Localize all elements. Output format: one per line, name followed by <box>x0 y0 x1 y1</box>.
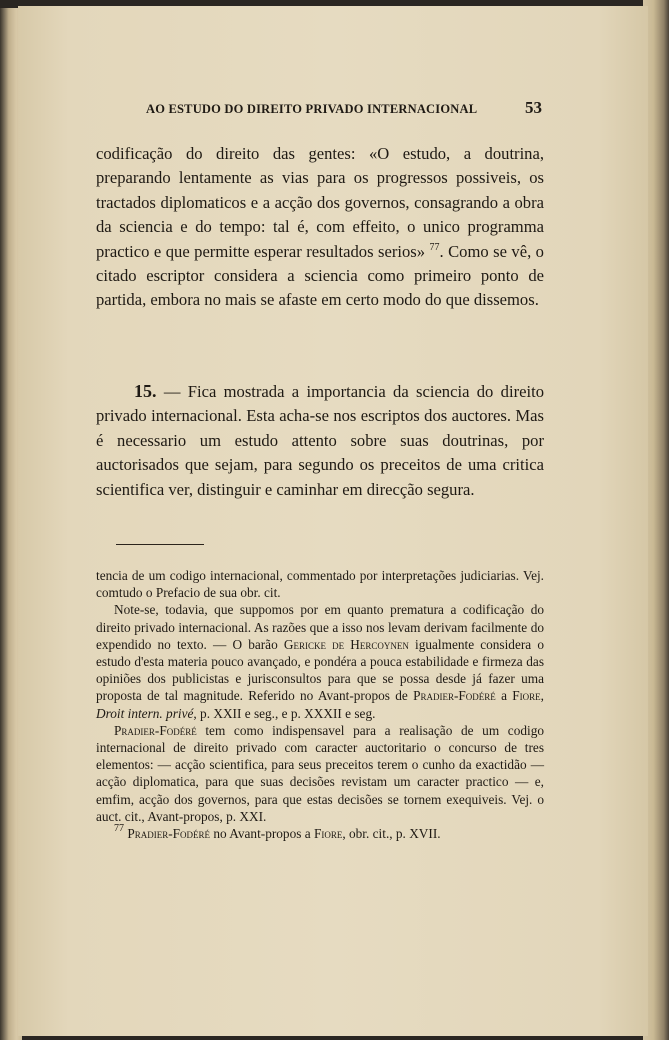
paragraph-text: codificação do direito das gentes: «O estudo, a doutrina, preparando lentamente as vias para os progressos possiveis, os tractados diplomaticos e a acção dos governos, consagrando a obra da sciencia e do tempo: tal é, com effeito, o unico programma practico e que permitte esperar resultados serios» <box>96 144 544 261</box>
note-text: , p. XXII e seg., e p. XXXII e seg. <box>193 705 376 721</box>
footnote-reference: 77 <box>429 241 440 253</box>
page-header <box>146 98 542 122</box>
note-text: , <box>540 688 544 704</box>
author-name: Pradier-Fodéré <box>413 688 496 704</box>
footnote-paragraph <box>96 601 544 721</box>
paragraph-text: . Como se vê, o citado escriptor considera a sciencia como primeiro ponto de partida, embora no mais se afaste em certo modo do que dissemos. <box>96 241 544 310</box>
paragraph-text: — Fica mostrada a importancia da sciencia do direito privado internacional. Esta acha-se nos escriptos dos auctores. Mas é necessario um estudo attento sobre suas doutrinas, por auctorisados que sejam, para segundo os preceitos de uma critica scientifica ver, distinguir e caminhar em direcção segura. <box>96 382 544 499</box>
footnote-paragraph <box>96 722 544 825</box>
author-name: Gericke de Hercoynen <box>283 636 409 652</box>
note-text: Note-se, todavia, que suppomos por em quanto prematura a codificação do direito privado internacional. As razões que a isso nos levam derivam facilmente do expendido no texto. — O barão <box>96 602 544 652</box>
author-name: Fiore <box>512 688 541 704</box>
running-title: AO ESTUDO DO DIREITO PRIVADO INTERNACIONAL <box>146 102 478 116</box>
footnotes <box>96 567 544 842</box>
book-page <box>18 6 648 1036</box>
body-paragraph-1 <box>96 142 544 313</box>
author-name: Pradier-Fodéré <box>127 826 211 842</box>
page-number: 53 <box>525 98 542 117</box>
author-name: Pradier-Fodéré <box>114 722 197 738</box>
footnote-separator <box>116 544 204 545</box>
work-title: Droit intern. privé <box>96 705 194 721</box>
section-number: 15. <box>134 381 157 401</box>
footnote-continuation: tencia de um codigo internacional, commentado por interpretações judiciarias. Vej. comtudo o Prefacio de sua obr. cit. <box>96 568 544 601</box>
footnote-77 <box>96 825 544 842</box>
note-text: tem como indispensavel para a realisação de um codigo internacional de direito privado com caracter auctoritario o concurso de tres elementos: — acção scientifica, para seus preceitos terem o cunho da exactidão — acção diplomatica, para que suas decisões revistam um caracter practico — e, emfim, acção dos governos, para que estas decisões se tornem exequiveis. Vej. o auct. cit., Avant-propos, p. XXI. <box>96 722 544 824</box>
body-paragraph-2 <box>96 379 544 502</box>
footnote-marker: 77 <box>114 823 124 835</box>
author-name: Fiore <box>313 826 343 842</box>
note-text: no Avant-propos a <box>210 826 314 842</box>
note-text: , obr. cit., p. XVII. <box>342 826 441 842</box>
note-text: a <box>495 688 513 704</box>
note-text: igualmente considera o estudo d'esta materia pouco avançado, e pondéra a pouca estabilidade e firmeza das opiniões dos publicistas e jurisconsultos para que se possa desde já fazer uma proposta de tal magnitude. Referido no Avant-propos de <box>96 636 544 704</box>
